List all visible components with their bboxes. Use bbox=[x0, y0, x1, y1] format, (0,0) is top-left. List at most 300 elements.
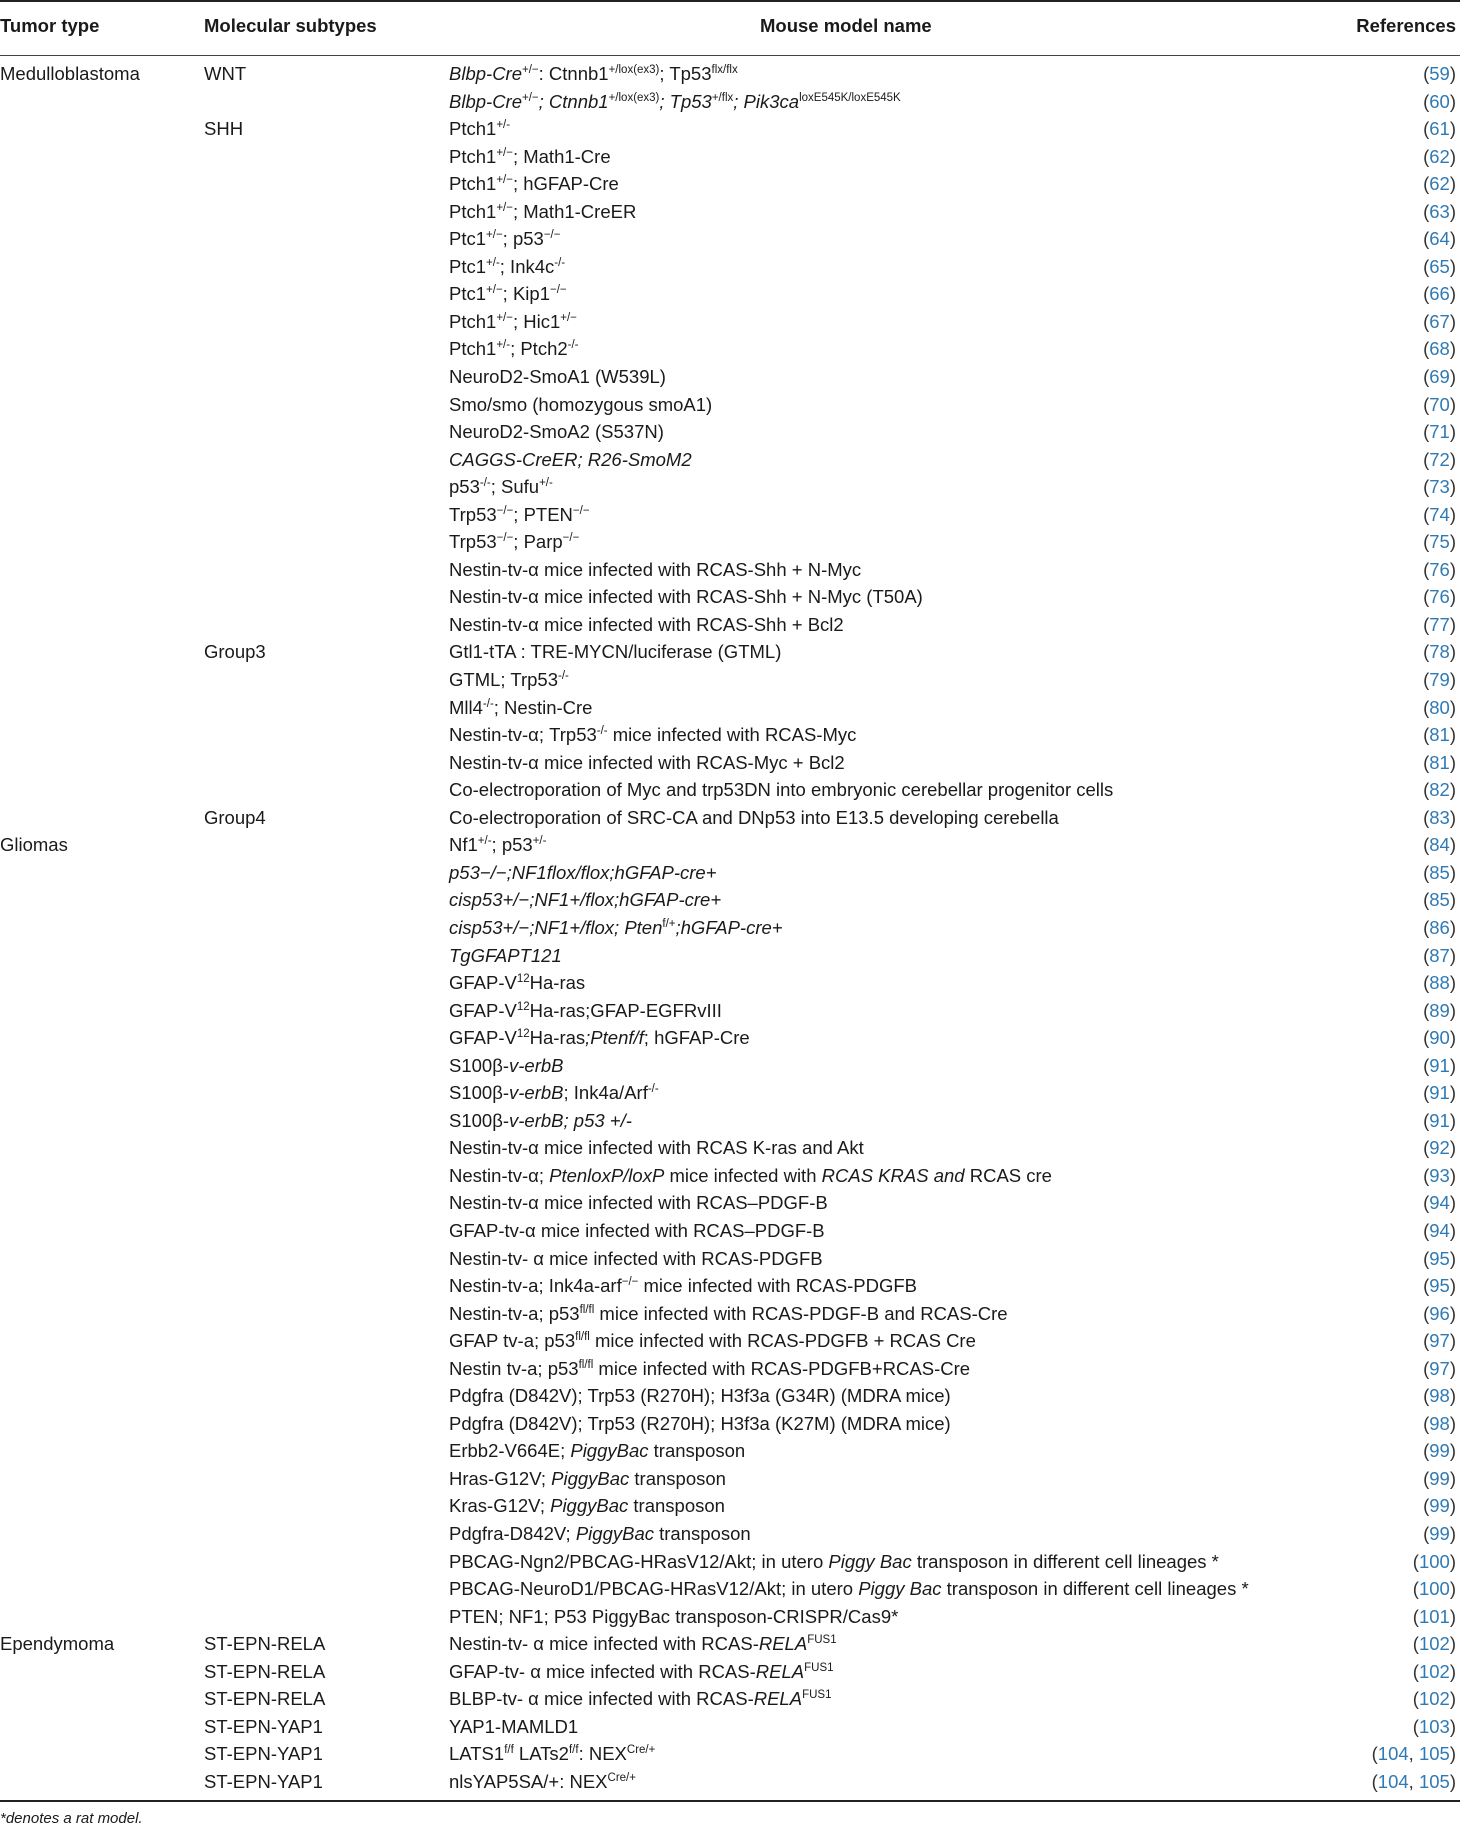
model-text: S100β- bbox=[449, 1082, 510, 1104]
model-text: Nestin-tv-α mice infected with RCAS-Shh + N-Myc bbox=[449, 558, 862, 580]
reference-link[interactable]: 104 bbox=[1377, 1743, 1409, 1765]
reference-cell: (89) bbox=[1423, 999, 1456, 1021]
model-text: ; Math1-Cre bbox=[512, 145, 611, 167]
table-row bbox=[0, 886, 1460, 914]
table-row bbox=[0, 170, 1460, 198]
reference-link[interactable]: 100 bbox=[1418, 1550, 1450, 1572]
table-row bbox=[0, 1575, 1460, 1603]
reference-cell: (62) bbox=[1423, 145, 1456, 167]
mouse-model-cell bbox=[449, 1548, 1219, 1576]
model-text: transposon bbox=[648, 1440, 746, 1462]
reference-link[interactable]: 76 bbox=[1429, 558, 1450, 580]
model-text: BLBP-tv- α mice infected with RCAS- bbox=[449, 1688, 754, 1710]
table-row bbox=[0, 776, 1460, 804]
molecular-subtype-cell: Group4 bbox=[204, 806, 266, 828]
reference-cell: (100) bbox=[1412, 1550, 1456, 1572]
mouse-model-cell bbox=[449, 1355, 970, 1383]
mouse-model-cell bbox=[449, 115, 510, 143]
superscript-text: −/− bbox=[549, 284, 567, 297]
reference-link[interactable]: 102 bbox=[1418, 1688, 1450, 1710]
reference-link[interactable]: 105 bbox=[1418, 1770, 1450, 1792]
italic-text: RELA bbox=[758, 1633, 808, 1655]
reference-cell: (63) bbox=[1423, 200, 1456, 222]
table-row bbox=[0, 942, 1460, 970]
reference-cell: (62) bbox=[1423, 173, 1456, 195]
mouse-model-cell bbox=[449, 776, 1113, 804]
model-text: ; Ink4a/Arf bbox=[563, 1082, 648, 1104]
model-text: Nestin-tv-α mice infected with RCAS-Shh + N-Myc (T50A) bbox=[449, 586, 923, 608]
reference-link[interactable]: 67 bbox=[1429, 310, 1450, 332]
model-text: ; Kip1 bbox=[502, 283, 550, 305]
mouse-model-cell bbox=[449, 1162, 1052, 1190]
superscript-text: Cre/+ bbox=[626, 1744, 656, 1757]
reference-cell: (91) bbox=[1423, 1082, 1456, 1104]
model-text: Ptch1 bbox=[449, 145, 497, 167]
model-text: Pdgfra-D842V; bbox=[449, 1522, 576, 1544]
mouse-model-cell bbox=[449, 583, 923, 611]
table-row bbox=[0, 335, 1460, 363]
model-text: Gtl1-tTA : TRE-MYCN/luciferase (GTML) bbox=[449, 641, 782, 663]
table-bottom-rule bbox=[0, 1800, 1460, 1802]
reference-link[interactable]: 65 bbox=[1429, 255, 1450, 277]
table-row bbox=[0, 831, 1460, 859]
reference-link[interactable]: 62 bbox=[1429, 173, 1450, 195]
italic-text: ; Pik3ca bbox=[733, 90, 800, 112]
model-text: Pdgfra (D842V); Trp53 (R270H); H3f3a (G34R) (MDRA mice) bbox=[449, 1385, 951, 1407]
mouse-model-cell bbox=[449, 1217, 825, 1245]
reference-link[interactable]: 93 bbox=[1429, 1164, 1450, 1186]
italic-text: cisp53+/−;NF1+/flox;hGFAP-cre+ bbox=[449, 889, 722, 911]
model-text: Ptc1 bbox=[449, 283, 487, 305]
mouse-model-cell bbox=[449, 1300, 1008, 1328]
mouse-model-cell bbox=[449, 335, 579, 363]
reference-link[interactable]: 104 bbox=[1377, 1770, 1409, 1792]
model-text: Ha-ras bbox=[529, 1027, 586, 1049]
mouse-model-cell bbox=[449, 1024, 750, 1052]
mouse-model-cell bbox=[449, 60, 738, 88]
reference-link[interactable]: 85 bbox=[1429, 889, 1450, 911]
model-text: Hras-G12V; bbox=[449, 1467, 552, 1489]
model-text: GFAP-V bbox=[449, 1027, 517, 1049]
superscript-text: fl/fl bbox=[578, 1358, 594, 1371]
superscript-text: -/- bbox=[567, 339, 579, 352]
model-text: Ptch1 bbox=[449, 118, 497, 140]
reference-link[interactable]: 97 bbox=[1429, 1357, 1450, 1379]
reference-cell: (79) bbox=[1423, 669, 1456, 691]
reference-link[interactable]: 103 bbox=[1418, 1715, 1450, 1737]
reference-cell: (78) bbox=[1423, 641, 1456, 663]
italic-text: PiggyBac bbox=[551, 1467, 630, 1489]
table-row bbox=[0, 749, 1460, 777]
table-row bbox=[0, 528, 1460, 556]
model-text: Erbb2-V664E; bbox=[449, 1440, 571, 1462]
table-row bbox=[0, 88, 1460, 116]
reference-cell: (72) bbox=[1423, 448, 1456, 470]
table-row bbox=[0, 804, 1460, 832]
model-text: LATS1 bbox=[449, 1743, 505, 1765]
reference-link[interactable]: 59 bbox=[1429, 63, 1450, 84]
model-text: Nestin-tv- α mice infected with RCAS- bbox=[449, 1633, 759, 1655]
reference-cell: (94) bbox=[1423, 1192, 1456, 1214]
superscript-text: −/− bbox=[562, 532, 580, 545]
mouse-model-cell bbox=[449, 1327, 976, 1355]
model-text: Nestin tv-a; p53 bbox=[449, 1357, 579, 1379]
model-text: GFAP-V bbox=[449, 999, 517, 1021]
table-row bbox=[0, 1134, 1460, 1162]
reference-link[interactable]: 86 bbox=[1429, 916, 1450, 938]
molecular-subtype-cell: SHH bbox=[204, 118, 244, 140]
reference-link[interactable]: 66 bbox=[1429, 283, 1450, 305]
reference-link[interactable]: 97 bbox=[1429, 1330, 1450, 1352]
reference-link[interactable]: 98 bbox=[1429, 1412, 1450, 1434]
reference-link[interactable]: 105 bbox=[1418, 1743, 1450, 1765]
model-text: Smo/smo (homozygous smoA1) bbox=[449, 393, 713, 415]
model-text: Nestin-tv- α mice infected with RCAS-PDGFB bbox=[449, 1247, 823, 1269]
reference-link[interactable]: 94 bbox=[1429, 1219, 1450, 1241]
superscript-text: f/f bbox=[568, 1744, 579, 1757]
model-text: Nestin-tv-α mice infected with RCAS-Myc + Bcl2 bbox=[449, 751, 845, 773]
reference-cell: (84) bbox=[1423, 834, 1456, 856]
model-text: transposon bbox=[653, 1522, 751, 1544]
model-text: NeuroD2-SmoA1 (W539L) bbox=[449, 366, 666, 388]
mouse-model-cell bbox=[449, 528, 579, 556]
reference-link[interactable]: 91 bbox=[1429, 1109, 1450, 1131]
reference-cell: (100) bbox=[1412, 1578, 1456, 1600]
italic-text: TgGFAPT121 bbox=[449, 944, 562, 966]
reference-link[interactable]: 92 bbox=[1429, 1137, 1450, 1159]
reference-link[interactable]: 64 bbox=[1429, 228, 1450, 250]
reference-cell: (99) bbox=[1423, 1495, 1456, 1517]
mouse-model-cell bbox=[449, 1520, 751, 1548]
reference-link[interactable]: 61 bbox=[1429, 118, 1450, 140]
reference-link[interactable]: 99 bbox=[1429, 1495, 1450, 1517]
reference-link[interactable]: 82 bbox=[1429, 779, 1450, 801]
mouse-model-cell bbox=[449, 280, 567, 308]
reference-cell: (104, 105) bbox=[1371, 1770, 1456, 1792]
mouse-model-cell bbox=[449, 804, 1059, 832]
table-row bbox=[0, 666, 1460, 694]
reference-link[interactable]: 71 bbox=[1429, 421, 1450, 443]
reference-link[interactable]: 78 bbox=[1429, 641, 1450, 663]
table-row bbox=[0, 308, 1460, 336]
model-text: Ptch1 bbox=[449, 173, 497, 195]
reference-link[interactable]: 79 bbox=[1429, 669, 1450, 691]
reference-link[interactable]: 80 bbox=[1429, 696, 1450, 718]
italic-text: ;Ptenf/f bbox=[585, 1027, 644, 1049]
model-text: transposon in different cell lineages * bbox=[911, 1550, 1219, 1572]
italic-text: Piggy Bac bbox=[858, 1578, 942, 1600]
mouse-model-cell bbox=[449, 1575, 1249, 1603]
tumor-type-cell: Gliomas bbox=[0, 834, 68, 856]
reference-link[interactable]: 60 bbox=[1429, 90, 1450, 112]
reference-cell: (94) bbox=[1423, 1219, 1456, 1241]
reference-link[interactable]: 90 bbox=[1429, 1027, 1450, 1049]
reference-cell: (99) bbox=[1423, 1440, 1456, 1462]
italic-text: v-erbB bbox=[509, 1054, 564, 1076]
reference-link[interactable]: 95 bbox=[1429, 1247, 1450, 1269]
reference-cell: (95) bbox=[1423, 1247, 1456, 1269]
superscript-text: +/- bbox=[496, 339, 511, 352]
table-row bbox=[0, 198, 1460, 226]
table-row bbox=[0, 1052, 1460, 1080]
superscript-text: fl/fl bbox=[575, 1331, 590, 1344]
model-text: ; Parp bbox=[513, 531, 563, 553]
molecular-subtype-cell: ST-EPN-RELA bbox=[204, 1633, 326, 1655]
reference-link[interactable]: 102 bbox=[1418, 1633, 1450, 1655]
table-row bbox=[0, 1382, 1460, 1410]
model-text: YAP1-MAMLD1 bbox=[449, 1715, 579, 1737]
mouse-model-cell bbox=[449, 1052, 564, 1080]
reference-link[interactable]: 74 bbox=[1429, 503, 1450, 525]
reference-cell: (97) bbox=[1423, 1330, 1456, 1352]
italic-text: Blbp-Cre bbox=[449, 63, 522, 84]
model-text: ; Ptch2 bbox=[510, 338, 568, 360]
reference-link[interactable]: 95 bbox=[1429, 1275, 1450, 1297]
mouse-model-cell bbox=[449, 473, 553, 501]
mouse-model-cell bbox=[449, 721, 856, 749]
superscript-text: +/- bbox=[496, 119, 511, 132]
model-text: PBCAG-NeuroD1/PBCAG-HRasV12/Akt; in utero bbox=[449, 1578, 859, 1600]
superscript-text: −/− bbox=[572, 504, 590, 517]
italic-text: ; Ctnnb1 bbox=[538, 90, 609, 112]
model-text: GFAP-tv- α mice infected with RCAS- bbox=[449, 1660, 756, 1682]
model-text: nlsYAP5SA/+: NEX bbox=[449, 1770, 608, 1792]
table-row bbox=[0, 859, 1460, 887]
table-row bbox=[0, 1437, 1460, 1465]
model-text: Ptch1 bbox=[449, 338, 497, 360]
table-row bbox=[0, 1492, 1460, 1520]
model-text: S100β- bbox=[449, 1109, 510, 1131]
reference-cell: (103) bbox=[1412, 1715, 1456, 1737]
mouse-model-cell bbox=[449, 1134, 864, 1162]
mouse-model-cell bbox=[449, 749, 845, 777]
reference-link[interactable]: 91 bbox=[1429, 1054, 1450, 1076]
reference-link[interactable]: 69 bbox=[1429, 366, 1450, 388]
reference-link[interactable]: 70 bbox=[1429, 393, 1450, 415]
superscript-text: FUS1 bbox=[807, 1634, 837, 1647]
superscript-text: +/- bbox=[532, 835, 547, 848]
reference-cell: (91) bbox=[1423, 1109, 1456, 1131]
table-header-rule bbox=[0, 55, 1460, 56]
mouse-model-cell bbox=[449, 1189, 828, 1217]
model-text: Ptch1 bbox=[449, 310, 497, 332]
reference-link[interactable]: 62 bbox=[1429, 145, 1450, 167]
italic-text: PiggyBac bbox=[550, 1495, 629, 1517]
mouse-model-cell bbox=[449, 1272, 917, 1300]
table-row bbox=[0, 1079, 1460, 1107]
superscript-text: fl/fl bbox=[579, 1303, 595, 1316]
reference-cell: (87) bbox=[1423, 944, 1456, 966]
reference-cell: (81) bbox=[1423, 751, 1456, 773]
reference-cell: (61) bbox=[1423, 118, 1456, 140]
mouse-model-cell bbox=[449, 1382, 951, 1410]
model-text: Ha-ras;GFAP-EGFRvIII bbox=[529, 999, 722, 1021]
reference-cell: (75) bbox=[1423, 531, 1456, 553]
reference-cell: (77) bbox=[1423, 613, 1456, 635]
model-text: ; hGFAP-Cre bbox=[512, 173, 619, 195]
reference-link[interactable]: 102 bbox=[1418, 1660, 1450, 1682]
reference-link[interactable]: 76 bbox=[1429, 586, 1450, 608]
superscript-text: +/- bbox=[539, 477, 553, 490]
table-row bbox=[0, 391, 1460, 419]
reference-link[interactable]: 68 bbox=[1429, 338, 1450, 360]
reference-cell: (88) bbox=[1423, 972, 1456, 994]
reference-cell: (90) bbox=[1423, 1027, 1456, 1049]
molecular-subtype-cell: ST-EPN-YAP1 bbox=[204, 1770, 323, 1792]
header-references: References bbox=[1356, 15, 1456, 36]
reference-cell: (85) bbox=[1423, 889, 1456, 911]
reference-link[interactable]: 81 bbox=[1429, 724, 1450, 746]
reference-cell: (65) bbox=[1423, 255, 1456, 277]
model-text: PTEN; NF1; P53 PiggyBac transposon-CRISPR/Cas9* bbox=[449, 1605, 899, 1627]
model-text: Nestin-tv-α; Trp53 bbox=[449, 724, 597, 746]
mouse-model-cell bbox=[449, 694, 592, 722]
table-row bbox=[0, 1272, 1460, 1300]
model-text: mice infected with RCAS-PDGF-B and RCAS-Cre bbox=[594, 1302, 1008, 1324]
superscript-text: +/− bbox=[496, 201, 513, 214]
italic-text: RELA bbox=[753, 1688, 803, 1710]
reference-cell: (97) bbox=[1423, 1357, 1456, 1379]
reference-cell: (67) bbox=[1423, 310, 1456, 332]
italic-text: ;hGFAP-cre+ bbox=[675, 916, 783, 938]
model-text: ; Ink4c bbox=[499, 255, 555, 277]
superscript-text: 12 bbox=[516, 973, 530, 986]
superscript-text: −/− bbox=[621, 1276, 639, 1289]
reference-cell: (80) bbox=[1423, 696, 1456, 718]
model-text: Co-electroporation of SRC-CA and DNp53 into E13.5 developing cerebella bbox=[449, 806, 1059, 828]
reference-link[interactable]: 89 bbox=[1429, 999, 1450, 1021]
table-row bbox=[0, 1740, 1460, 1768]
reference-cell: (68) bbox=[1423, 338, 1456, 360]
superscript-text: −/− bbox=[496, 504, 514, 517]
model-text: ; hGFAP-Cre bbox=[643, 1027, 750, 1049]
superscript-text: +/lox(ex3) bbox=[608, 91, 660, 104]
reference-link[interactable]: 99 bbox=[1429, 1440, 1450, 1462]
table-row bbox=[0, 1603, 1460, 1631]
table-row bbox=[0, 1410, 1460, 1438]
mouse-model-cell bbox=[449, 611, 844, 639]
reference-cell: (71) bbox=[1423, 421, 1456, 443]
table-row bbox=[0, 1162, 1460, 1190]
model-text: ; Tp53 bbox=[659, 63, 712, 84]
table-row bbox=[0, 1189, 1460, 1217]
reference-link[interactable]: 75 bbox=[1429, 531, 1450, 553]
table-row bbox=[0, 997, 1460, 1025]
model-text: ; Sufu bbox=[490, 476, 540, 498]
reference-cell: (101) bbox=[1412, 1605, 1456, 1627]
table-row bbox=[0, 1520, 1460, 1548]
table-row bbox=[0, 225, 1460, 253]
reference-link[interactable]: 98 bbox=[1429, 1385, 1450, 1407]
italic-text: Blbp-Cre bbox=[449, 90, 522, 112]
model-text: transposon bbox=[629, 1467, 726, 1489]
table-row bbox=[0, 363, 1460, 391]
reference-link[interactable]: 72 bbox=[1429, 448, 1450, 470]
model-text: NeuroD2-SmoA2 (S537N) bbox=[449, 421, 664, 443]
reference-link[interactable]: 63 bbox=[1429, 200, 1450, 222]
italic-text: CAGGS-CreER; R26-SmoM2 bbox=[449, 448, 692, 470]
reference-cell: (86) bbox=[1423, 916, 1456, 938]
mouse-model-cell bbox=[449, 1603, 898, 1631]
table-row bbox=[0, 473, 1460, 501]
reference-link[interactable]: 99 bbox=[1429, 1522, 1450, 1544]
molecular-subtype-cell: ST-EPN-RELA bbox=[204, 1688, 326, 1710]
model-text: LATs2 bbox=[513, 1743, 569, 1765]
model-text: mice infected with RCAS-PDGFB bbox=[638, 1275, 917, 1297]
reference-cell: (102) bbox=[1412, 1688, 1456, 1710]
superscript-text: FUS1 bbox=[804, 1661, 834, 1674]
mouse-model-cell bbox=[449, 942, 562, 970]
table-row bbox=[0, 280, 1460, 308]
reference-link[interactable]: 73 bbox=[1429, 476, 1450, 498]
reference-link[interactable]: 85 bbox=[1429, 861, 1450, 883]
mouse-model-cell bbox=[449, 391, 712, 419]
reference-link[interactable]: 99 bbox=[1429, 1467, 1450, 1489]
reference-link[interactable]: 100 bbox=[1418, 1578, 1450, 1600]
reference-link[interactable]: 91 bbox=[1429, 1082, 1450, 1104]
table-row bbox=[0, 611, 1460, 639]
mouse-model-cell bbox=[449, 914, 783, 942]
model-text: mice infected with bbox=[664, 1164, 822, 1186]
model-text: : NEX bbox=[578, 1743, 627, 1765]
superscript-text: -/- bbox=[557, 670, 569, 683]
reference-link[interactable]: 96 bbox=[1429, 1302, 1450, 1324]
reference-link[interactable]: 77 bbox=[1429, 613, 1450, 635]
reference-link[interactable]: 94 bbox=[1429, 1192, 1450, 1214]
table-row bbox=[0, 1630, 1460, 1658]
model-text: transposon in different cell lineages * bbox=[941, 1578, 1249, 1600]
model-text: S100β- bbox=[449, 1054, 510, 1076]
table-row bbox=[0, 253, 1460, 281]
italic-text: PiggyBac bbox=[575, 1522, 654, 1544]
molecular-subtype-cell: ST-EPN-RELA bbox=[204, 1660, 326, 1682]
mouse-model-cell bbox=[449, 363, 666, 391]
model-text: Nestin-tv-a; p53 bbox=[449, 1302, 580, 1324]
model-text: Mll4 bbox=[449, 696, 483, 718]
reference-link[interactable]: 83 bbox=[1429, 806, 1450, 828]
header-molecular-subtypes: Molecular subtypes bbox=[204, 15, 377, 36]
table-row bbox=[0, 583, 1460, 611]
reference-link[interactable]: 87 bbox=[1429, 944, 1450, 966]
mouse-model-cell bbox=[449, 143, 611, 171]
header-tumor-type: Tumor type bbox=[0, 15, 100, 36]
italic-text: RCAS KRAS and bbox=[821, 1164, 965, 1186]
model-text: mice infected with RCAS-PDGFB + RCAS Cre bbox=[589, 1330, 976, 1352]
table-row bbox=[0, 1327, 1460, 1355]
model-text: ; PTEN bbox=[513, 503, 573, 525]
mouse-model-cell bbox=[449, 1630, 837, 1658]
reference-link[interactable]: 101 bbox=[1418, 1605, 1450, 1627]
superscript-text: f/f bbox=[504, 1744, 514, 1757]
reference-cell: (95) bbox=[1423, 1275, 1456, 1297]
model-text: ; Nestin-Cre bbox=[493, 696, 593, 718]
superscript-text: +/− bbox=[496, 174, 513, 187]
reference-cell: (69) bbox=[1423, 366, 1456, 388]
mouse-model-cell bbox=[449, 831, 546, 859]
reference-link[interactable]: 81 bbox=[1429, 751, 1450, 773]
reference-link[interactable]: 88 bbox=[1429, 972, 1450, 994]
model-text: Nestin-tv-a; Ink4a-arf bbox=[449, 1275, 622, 1297]
table-row bbox=[0, 115, 1460, 143]
reference-cell: (74) bbox=[1423, 503, 1456, 525]
model-text: Kras-G12V; bbox=[449, 1495, 551, 1517]
model-text: Co-electroporation of Myc and trp53DN into embryonic cerebellar progenitor cells bbox=[449, 779, 1114, 801]
superscript-text: +/− bbox=[560, 311, 577, 324]
mouse-model-cell bbox=[449, 886, 721, 914]
model-text: GTML; Trp53 bbox=[449, 669, 558, 691]
model-text: GFAP-tv-α mice infected with RCAS–PDGF-B bbox=[449, 1219, 825, 1241]
reference-link[interactable]: 84 bbox=[1429, 834, 1450, 856]
